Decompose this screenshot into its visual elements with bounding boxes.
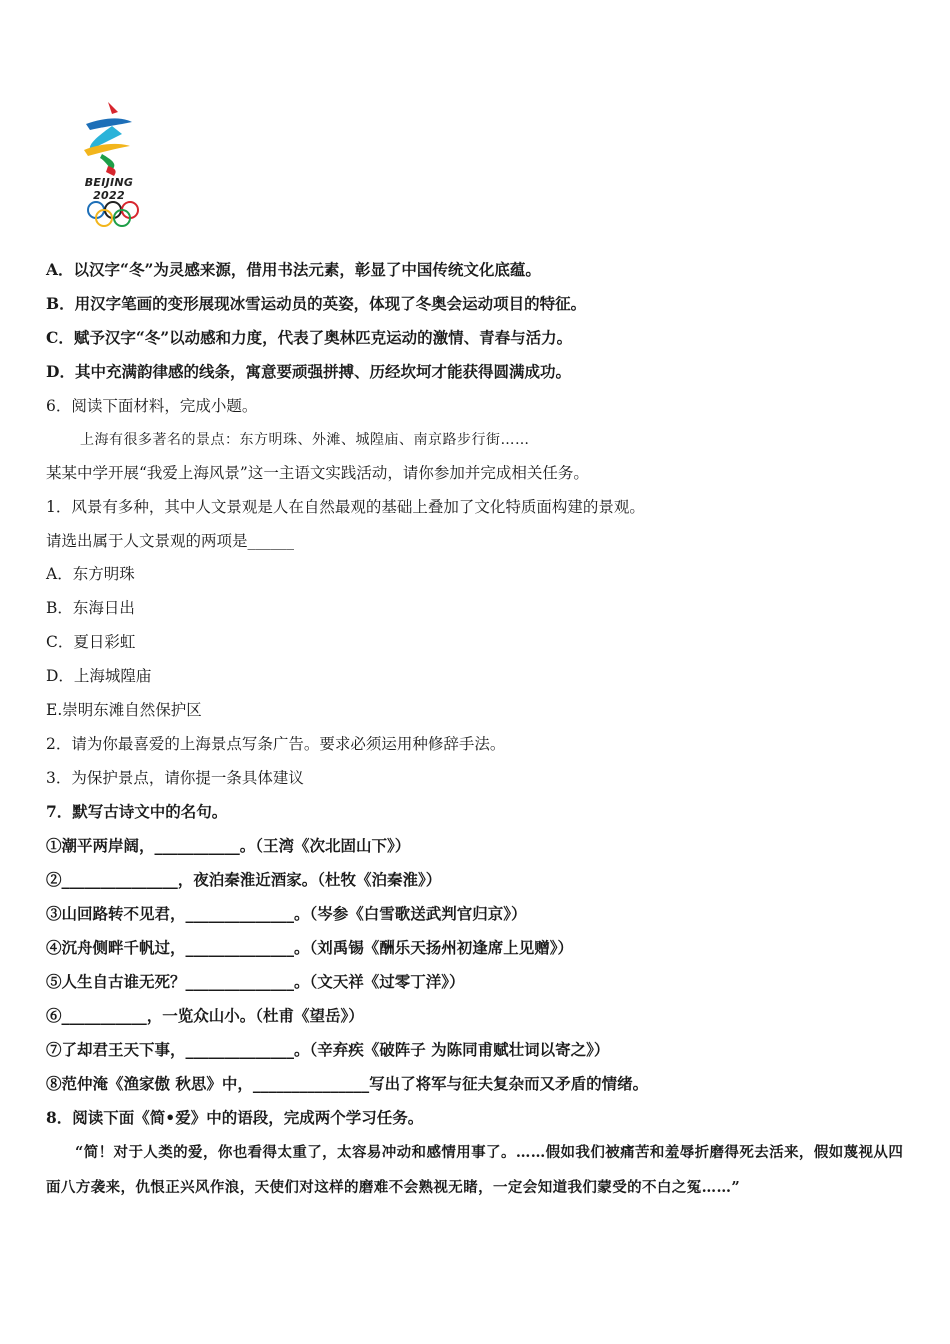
q8-quote-passage: “简！对于人类的爱，你也看得太重了，太容易冲动和感情用事了。……假如我们被痛苦和羞辱折磨得死去活来，假如蔑视从四面八方袭来，仇恨正兴风作浪，天使们对这样的磨难不会熟视无睹，一定会知道我们蒙受的不白之冤……”	[46, 1144, 904, 1196]
q6-option-b: B．东海日出	[46, 599, 135, 617]
q7-item-3: ③山回路转不见君，______________。（岑参《白雪歌送武判官归京》）	[46, 904, 527, 923]
q5-option-b: B．用汉字笔画的变形展现冰雪运动员的英姿，体现了冬奥会运动项目的特征。	[46, 294, 587, 313]
emblem-red-tail	[106, 166, 116, 176]
q6-passage: 上海有很多著名的景点：东方明珠、外滩、城隍庙、南京路步行街……	[80, 432, 530, 448]
olympic-rings	[88, 202, 138, 226]
q6-task3: 3．为保护景点，请你提一条具体建议	[46, 769, 304, 787]
q7-title: 7．默写古诗文中的名句。	[46, 802, 228, 821]
q7-item-5: ⑤人生自古谁无死？______________。（文天祥《过零丁洋》）	[46, 972, 465, 991]
q6-task1: 1．风景有多种，其中人文景观是人在自然最观的基础上叠加了文化特质面构建的景观。	[46, 498, 645, 516]
beijing-2022-emblem-graphic	[68, 98, 158, 228]
q6-option-d: D．上海城隍庙	[46, 667, 152, 685]
q7-item-1: ①潮平两岸阔，___________。（王湾《次北固山下》）	[46, 836, 411, 855]
q6-task1-prompt: 请选出属于人文景观的两项是______	[46, 532, 295, 550]
q6-task2: 2．请为你最喜爱的上海景点写条广告。要求必须运用种修辞手法。	[46, 735, 506, 753]
logo-wordmark: BEIJING 2022	[84, 176, 134, 202]
q6-option-a: A．东方明珠	[46, 565, 135, 583]
emblem-green-stroke	[100, 154, 114, 170]
q6-option-c: C．夏日彩虹	[46, 633, 136, 651]
q7-item-7: ⑦了却君王天下事，______________。（辛弃疾《破阵子 为陈同甫赋壮词以寄之》）	[46, 1040, 610, 1059]
q7-item-4: ④沉舟侧畔千帆过，______________。（刘禹锡《酬乐天扬州初逢席上见赠》）	[46, 938, 574, 957]
q7-item-2: ②_______________，夜泊秦淮近酒家。（杜牧《泊秦淮》）	[46, 870, 442, 889]
q6-intro: 某某中学开展“我爱上海风景”这一主语文实践活动，请你参加并完成相关任务。	[46, 464, 589, 482]
q5-option-a: A．以汉字“冬”为灵感来源，借用书法元素，彰显了中国传统文化底蕴。	[46, 260, 541, 279]
q7-item-8: ⑧范仲淹《渔家傲 秋思》中，_______________写出了将军与征夫复杂而又矛盾的情绪。	[46, 1074, 649, 1093]
q5-option-c: C．赋予汉字“冬”以动感和力度，代表了奥林匹克运动的激情、青春与活力。	[46, 328, 573, 347]
emblem-red-stroke	[108, 102, 118, 114]
q6-title: 6．阅读下面材料，完成小题。	[46, 397, 258, 415]
q5-option-d: D．其中充满韵律感的线条，寓意要顽强拼搏、历经坎坷才能获得圆满成功。	[46, 362, 571, 381]
q8-title: 8．阅读下面《简•爱》中的语段，完成两个学习任务。	[46, 1108, 424, 1127]
beijing-2022-logo	[68, 98, 158, 228]
q7-item-6: ⑥___________，一览众山小。（杜甫《望岳》）	[46, 1006, 364, 1025]
q6-option-e: E.崇明东滩自然保护区	[46, 701, 202, 719]
